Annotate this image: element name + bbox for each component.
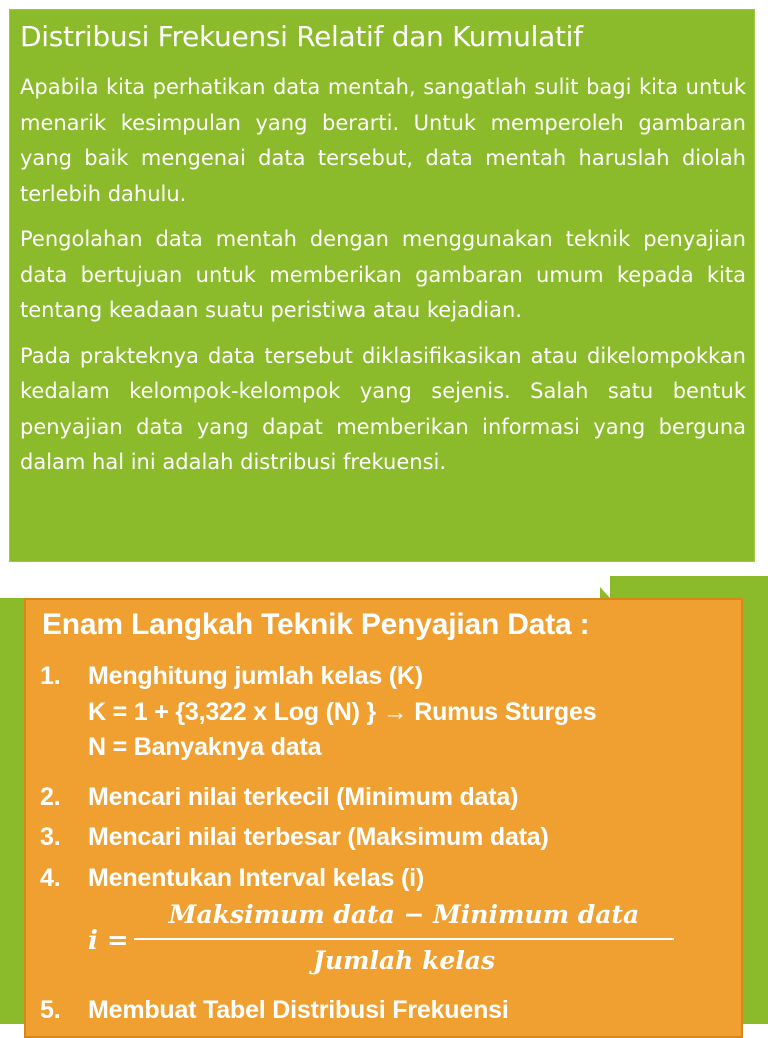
formula-numerator: Maksimum data − Minimum data [168,900,640,929]
step-text: Mencari nilai terkecil (Minimum data) [88,783,519,811]
slide-left-margin [0,598,24,1024]
step-number: 1. [40,662,61,690]
slide-corner-decoration [590,576,610,598]
step-1 [40,662,423,691]
n-definition: N = Banyaknya data [88,733,322,761]
step-number: 4. [40,864,61,892]
paragraph: Pengolahan data mentah dengan menggunakan teknik penyajian data bertujuan untuk memberikan gambaran umum kepada kita tentang keadaan suatu peristiwa atau kejadian. [20,227,746,322]
step-5 [40,996,509,1025]
step-number: 5. [40,996,61,1024]
step-text: Membuat Tabel Distribusi Frekuensi [88,996,509,1024]
step-number: 2. [40,783,61,811]
sturges-formula: K = 1 + {3,322 x Log (N) } → Rumus Sturges [88,698,597,726]
slide-top-band [0,576,600,598]
paragraph: Apabila kita perhatikan data mentah, sangatlah sulit bagi kita untuk menarik kesimpulan yang berarti. Untuk memperoleh gambaran yang baik mengenai data tersebut, data mentah haruslah diolah terlebih dahulu. [20,75,746,206]
step-text: Menentukan Interval kelas (i) [88,864,424,892]
slide-title: Distribusi Frekuensi Relatif dan Kumulatif [20,20,583,53]
step-3 [40,823,549,852]
step-number: 3. [40,823,61,851]
step-4 [40,864,424,893]
formula-lhs: i = [88,926,129,956]
steps-title: Enam Langkah Teknik Penyajian Data : [42,608,590,641]
fraction-bar [134,938,674,940]
paragraph: Pada prakteknya data tersebut diklasifikasikan atau dikelompokkan kedalam kelompok-kelompok yang sejenis. Salah satu bentuk penyajian data yang dapat memberikan informasi yang berguna dalam hal ini adalah distribusi frekuensi. [20,343,746,474]
step-text: Mencari nilai terbesar (Maksimum data) [88,823,549,851]
step-2 [40,783,518,812]
step-text: Menghitung jumlah kelas (K) [88,662,423,690]
formula-denominator: Jumlah kelas [312,946,496,975]
body-text [20,70,746,491]
